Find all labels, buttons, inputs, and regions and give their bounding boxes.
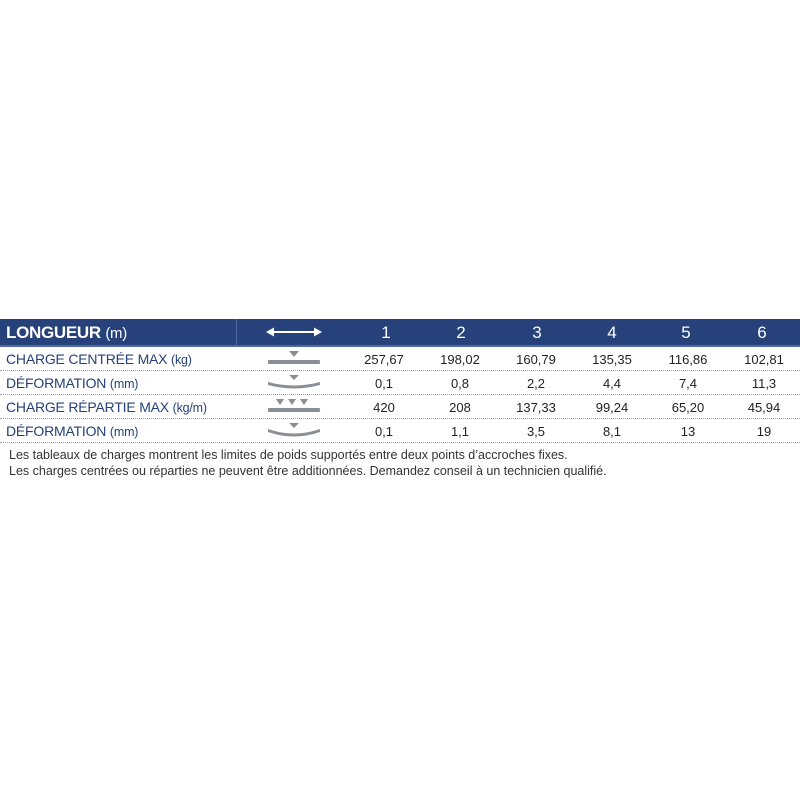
row-label-unit: (kg) <box>171 353 192 367</box>
cell-value: 116,86 <box>668 352 708 367</box>
row-label <box>6 423 138 439</box>
row-label-text: CHARGE CENTRÉE MAX <box>6 351 168 367</box>
cell-value: 137,33 <box>516 400 556 415</box>
cell-value: 2,2 <box>526 376 546 391</box>
length-header-4: 4 <box>607 323 617 342</box>
table-row <box>0 347 800 371</box>
distributed-load-icon <box>268 398 320 414</box>
cell-value: 0,8 <box>450 376 470 391</box>
table-row <box>0 371 800 395</box>
cell-value: 11,3 <box>751 376 777 391</box>
length-header-6: 6 <box>757 323 767 342</box>
length-header-3: 3 <box>532 323 542 342</box>
cell-value: 208 <box>449 400 471 415</box>
length-header-5: 5 <box>681 323 691 342</box>
double-arrow-icon <box>266 326 322 338</box>
centered-load-icon <box>268 350 320 366</box>
table-header <box>0 319 800 347</box>
row-label-unit: (mm) <box>109 425 139 439</box>
footnotes <box>0 443 800 479</box>
length-header-2: 2 <box>456 323 466 342</box>
row-label-unit: (mm) <box>109 377 139 391</box>
cell-value: 7,4 <box>678 376 698 391</box>
cell-value: 45,94 <box>747 400 781 415</box>
cell-value: 135,35 <box>592 352 632 367</box>
deflection-distributed-icon <box>268 422 320 438</box>
cell-value: 1,1 <box>450 424 470 439</box>
cell-value: 420 <box>373 400 395 415</box>
cell-value: 8,1 <box>602 424 622 439</box>
header-title-unit: (m) <box>105 325 127 342</box>
header-title-text: LONGUEUR <box>6 323 101 342</box>
row-label-text: CHARGE RÉPARTIE MAX <box>6 399 169 415</box>
cell-value: 4,4 <box>602 376 622 391</box>
cell-value: 65,20 <box>671 400 705 415</box>
cell-value: 160,79 <box>516 352 556 367</box>
cell-value: 19 <box>756 424 772 439</box>
cell-value: 13 <box>680 424 696 439</box>
row-label-text: DÉFORMATION <box>6 375 107 391</box>
header-divider <box>236 319 237 345</box>
load-table <box>0 319 800 479</box>
footnote-line: Les tableaux de charges montrent les limites de poids supportés entre deux points d’accroches fixes. <box>9 448 568 462</box>
cell-value: 99,24 <box>595 400 629 415</box>
row-label <box>6 351 192 367</box>
cell-value: 102,81 <box>744 352 784 367</box>
table-row <box>0 395 800 419</box>
cell-value: 198,02 <box>440 352 480 367</box>
cell-value: 0,1 <box>374 376 394 391</box>
row-label-text: DÉFORMATION <box>6 423 107 439</box>
cell-value: 257,67 <box>364 352 404 367</box>
cell-value: 3,5 <box>526 424 546 439</box>
row-label <box>6 375 138 391</box>
deflection-centered-icon <box>268 374 320 390</box>
row-label-unit: (kg/m) <box>172 401 207 415</box>
table-row <box>0 419 800 443</box>
footnote-line: Les charges centrées ou réparties ne peuvent être additionnées. Demandez conseil à un technicien qualifié. <box>9 464 607 478</box>
header-title <box>6 323 127 343</box>
row-label <box>6 399 207 415</box>
length-header-1: 1 <box>381 323 391 342</box>
cell-value: 0,1 <box>374 424 394 439</box>
